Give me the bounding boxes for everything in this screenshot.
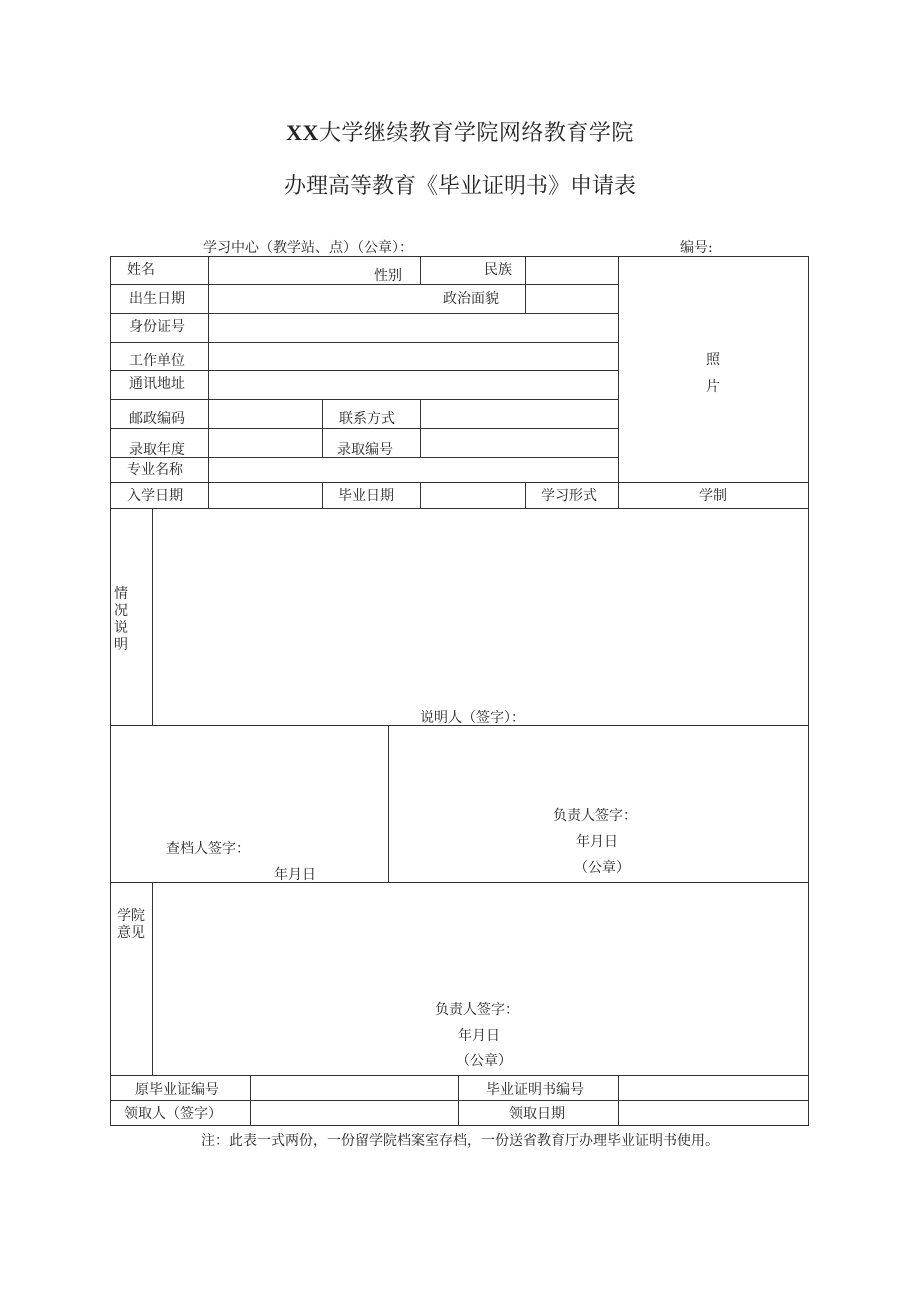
rule	[110, 1100, 809, 1101]
rule	[250, 1075, 251, 1125]
rule	[388, 725, 389, 882]
rule	[458, 1075, 459, 1125]
situation-label: 情况说明	[114, 586, 128, 653]
label-major: 专业名称	[127, 462, 183, 478]
label-graduation-date: 毕业日期	[338, 488, 394, 504]
rule	[208, 256, 209, 508]
rule	[110, 482, 809, 483]
label-schooling-length: 学制	[699, 488, 727, 504]
label-admission-no: 录取编号	[337, 442, 393, 458]
rule	[420, 399, 421, 457]
rule	[525, 256, 526, 313]
form-title-line2: 办理高等教育《毕业证明书》申请表	[283, 174, 636, 199]
rule	[110, 1125, 809, 1126]
responsible-date: 年月日	[576, 834, 618, 850]
college-label: 学院意见	[117, 908, 145, 941]
rule	[110, 1075, 809, 1076]
rule	[525, 482, 526, 508]
rule	[420, 482, 421, 508]
college-signer: 负责人签字：	[435, 1002, 519, 1018]
label-name: 姓名	[127, 262, 155, 278]
label-enroll-date: 入学日期	[127, 488, 183, 504]
label-work-unit: 工作单位	[129, 353, 185, 369]
label-cert-proof-no: 毕业证明书编号	[486, 1082, 584, 1098]
form-title-line1	[0, 116, 920, 147]
label-address: 通讯地址	[129, 376, 185, 392]
rule	[420, 256, 421, 284]
archive-checker: 查档人签字：	[166, 841, 250, 857]
photo-label-1: 照	[706, 352, 720, 368]
label-ethnicity: 民族	[484, 262, 512, 278]
label-admission-year: 录取年度	[129, 442, 185, 458]
label-receiver: 领取人（签字）	[124, 1106, 222, 1122]
study-center-label: 学习中心（教学站、点）（公章）：	[203, 240, 413, 256]
rule	[110, 399, 618, 400]
rule	[322, 399, 323, 457]
footnote: 注：此表一式两份，一份留学院档案室存档，一份送省教育厅办理毕业证明书使用。	[201, 1133, 719, 1149]
rule	[110, 313, 618, 314]
rule	[110, 284, 618, 285]
rule	[110, 370, 618, 371]
rule	[618, 256, 619, 508]
rule	[110, 342, 618, 343]
rule	[808, 256, 809, 1126]
rule	[110, 256, 809, 257]
label-receive-date: 领取日期	[509, 1106, 565, 1122]
serial-number-label: 编号:	[680, 240, 713, 256]
rule	[152, 508, 153, 725]
college-seal: （公章）	[456, 1053, 512, 1069]
college-date: 年月日	[458, 1028, 500, 1044]
responsible-seal: （公章）	[574, 860, 630, 876]
situation-signer: 说明人（签字）：	[420, 710, 525, 726]
rule	[618, 1075, 619, 1125]
title-prefix: XX	[286, 120, 319, 145]
rule	[110, 428, 618, 429]
photo-label-2: 片	[706, 379, 720, 395]
label-orig-cert-no: 原毕业证编号	[135, 1082, 219, 1098]
label-gender: 性别	[374, 268, 402, 284]
label-birth-date: 出生日期	[129, 291, 185, 307]
rule	[110, 508, 809, 509]
rule	[152, 882, 153, 1075]
title-line1-rest: 大学继续教育学院网络教育学院	[318, 121, 634, 146]
rule	[110, 256, 111, 1126]
rule	[110, 882, 809, 883]
label-contact: 联系方式	[339, 411, 395, 427]
responsible-signer: 负责人签字：	[553, 808, 637, 824]
archive-date: 年月日	[274, 867, 316, 883]
label-study-form: 学习形式	[541, 488, 597, 504]
label-political-status: 政治面貌	[443, 291, 499, 307]
rule	[322, 482, 323, 508]
label-postal-code: 邮政编码	[129, 411, 185, 427]
label-id-number: 身份证号	[129, 319, 185, 335]
